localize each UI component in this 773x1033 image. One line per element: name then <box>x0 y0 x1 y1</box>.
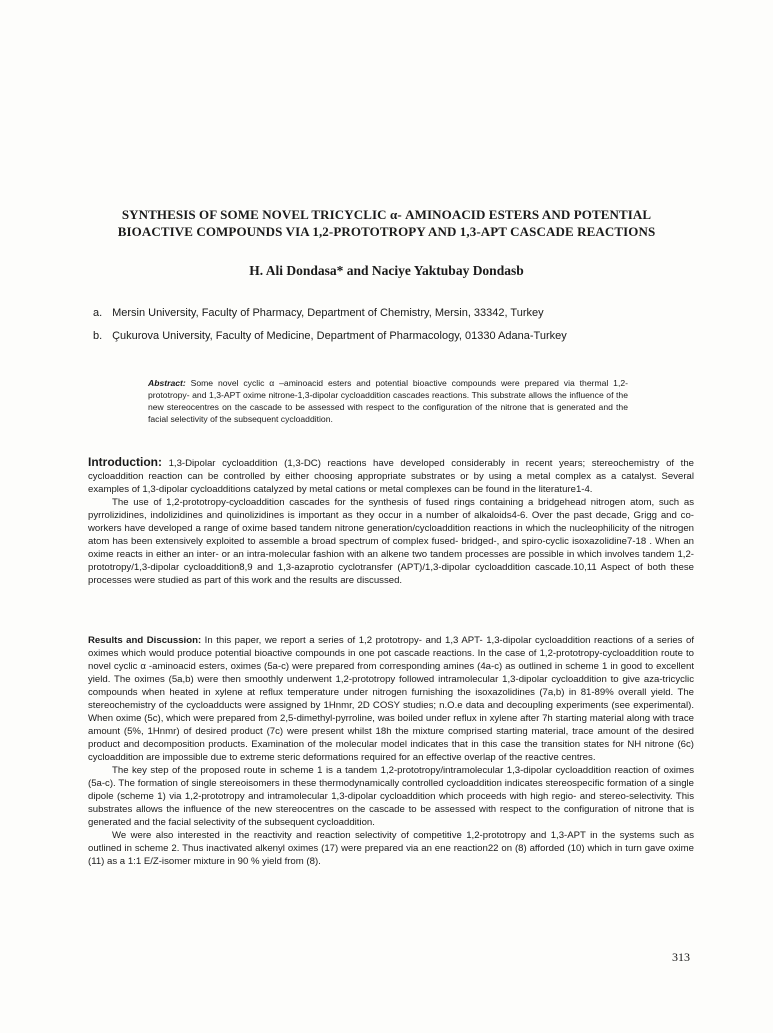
results-paragraph-2: The key step of the proposed route in scheme 1 is a tandem 1,2-prototropy/intramolecular 1,3-dipolar cycloaddition reaction of oximes (5a-c). The formation of single stereoisomers in these thermodynamically controlled cycloaddition indicates stereospecific formation of a single dipole (scheme 1) via 1,2-prototropy and intramolecular 1,3-dipolar cycloaddition which proceeds with high regio- and stereo-selectivity. This substrates allows the influence of the new stereocentres on the cascade to be assessed with respect to the configuration of nitrone that is generated and the facial selectivity of the subsequent cycloaddition. <box>88 765 694 828</box>
abstract-text: Some novel cyclic α –aminoacid esters and potential bioactive compounds were prepared via thermal 1,2-prototropy- and 1,3-APT oxime nitrone-1,3-dipolar cycloaddition cascades reactions. This substrate allows the influence of the new stereocentres on the cascade to be assessed with respect to the configuration of the nitrone that is generated and the facial selectivity of the subsequent cycloaddition. <box>148 378 628 424</box>
page-number: 313 <box>672 950 690 964</box>
results-section <box>88 634 694 868</box>
results-p1-text: In this paper, we report a series of 1,2 prototropy- and 1,3 APT- 1,3-dipolar cycloaddition reactions of a series of oximes which would produce potential bioactive compounds in one pot cascade reactions. In the case of 1,2-prototropy-cycloaddition route to novel cyclic α -aminoacid esters, oximes (5a-c) were prepared from corresponding amines (4a-c) as outlined in scheme 1 in good to excellent yield. The oximes (5a,b) were then smoothly underwent 1,2-prototropy followed intramolecular 1,3-dipolar cycloaddition to give aza-tricyclic compounds when heated in xylene at reflux temperature under nitrogen furnishing the isoxazolidines (7a,b) in 81-89% overall yield. The stereochemistry of the cycloadducts were assigned by 1Hnmr, 2D COSY studies; n.O.e data and decoupling experiments (see experimental). When oxime (5c), which were prepared from 2,5-dimethyl-pyrroline, was boiled under reflux in xylene after 7h starting material along with trace amount (5%, 1Hnmr) of desired product (7c) were present whilst 18h the mixture comprised starting material, trace amount of the desired product and decomposition products. Examination of the molecular model indicates that in this case the transition states for NH nitrone (6c) cycloaddition are impossible due to extreme steric deformations required for an effective overlap of the reactive centres. <box>88 635 694 763</box>
abstract <box>148 377 628 425</box>
paper-title <box>60 206 713 240</box>
abstract-label: Abstract: <box>148 378 186 388</box>
title-line-2: BIOACTIVE COMPOUNDS VIA 1,2-PROTOTROPY AND 1,3-APT CASCADE REACTIONS <box>117 224 656 239</box>
intro-heading: Introduction: <box>88 455 162 469</box>
intro-paragraph-1 <box>88 456 694 496</box>
affiliation-b <box>93 330 713 342</box>
intro-paragraph-2: The use of 1,2-prototropy-cycloaddition cascades for the synthesis of fused rings containing a bridgehead nitrogen atom, such as pyrrolizidines, indolizidines and quinolizidines is important as they occur in a number of alkaloids4-6. Over the past decade, Grigg and co-workers have developed a range of oxime based tandem nitrone generation/cycloaddition reactions in which the nucleophilicity of the nitrogen atom has been extensively exploited to assemble a broad spectrum of complex fused- bridged-, and spiro-cyclic isoxazolidine7-18 . When an oxime reacts in either an inter- or an intra-molecular fashion with an alkene two tandem processes are possible in which involves tandem 1,2-prototropy/1,3-dipolar cycloaddition8,9 and 1,3-azaprotio cyclotransfer (APT)/1,3-dipolar cycloaddition cascade.10,11 Aspect of both these processes were studied as part of this work and the results are discussed. <box>88 497 694 586</box>
title-line-1: SYNTHESIS OF SOME NOVEL TRICYCLIC α- AMINOACID ESTERS AND POTENTIAL <box>121 207 652 222</box>
affiliation-label: a. <box>93 307 103 319</box>
results-paragraph-1 <box>88 634 694 764</box>
introduction-section <box>88 456 694 587</box>
results-paragraph-3: We were also interested in the reactivity and reaction selectivity of competitive 1,2-prototropy and 1,3-APT in the systems such as outlined in scheme 2. Thus inactivated alkenyl oximes (17) were prepared via an ene reaction22 on (8) afforded (10) which in turn gave oxime (11) as a 1:1 E/Z-isomer mixture in 90 % yield from (8). <box>88 830 694 867</box>
results-heading: Results and Discussion: <box>88 635 202 646</box>
affiliation-label: b. <box>93 330 103 342</box>
author-line: H. Ali Dondasa* and Naciye Yaktubay Dondasb <box>249 263 524 278</box>
intro-p1-text: 1,3-Dipolar cycloaddition (1,3-DC) reactions have developed considerably in recent years; stereochemistry of the cycloaddition reaction can be controlled by either choosing appropriate substrates or by using a metal complex as a catalyst. Several examples of 1,3-dipolar cycloadditions catalyzed by metal cations or metal complexes can be found in the literature1-4. <box>88 458 694 495</box>
affiliation-a <box>93 307 713 319</box>
affiliation-text: Mersin University, Faculty of Pharmacy, Department of Chemistry, Mersin, 33342, Turkey <box>112 307 544 319</box>
affiliation-text: Çukurova University, Faculty of Medicine, Department of Pharmacology, 01330 Adana-Turkey <box>112 330 567 342</box>
